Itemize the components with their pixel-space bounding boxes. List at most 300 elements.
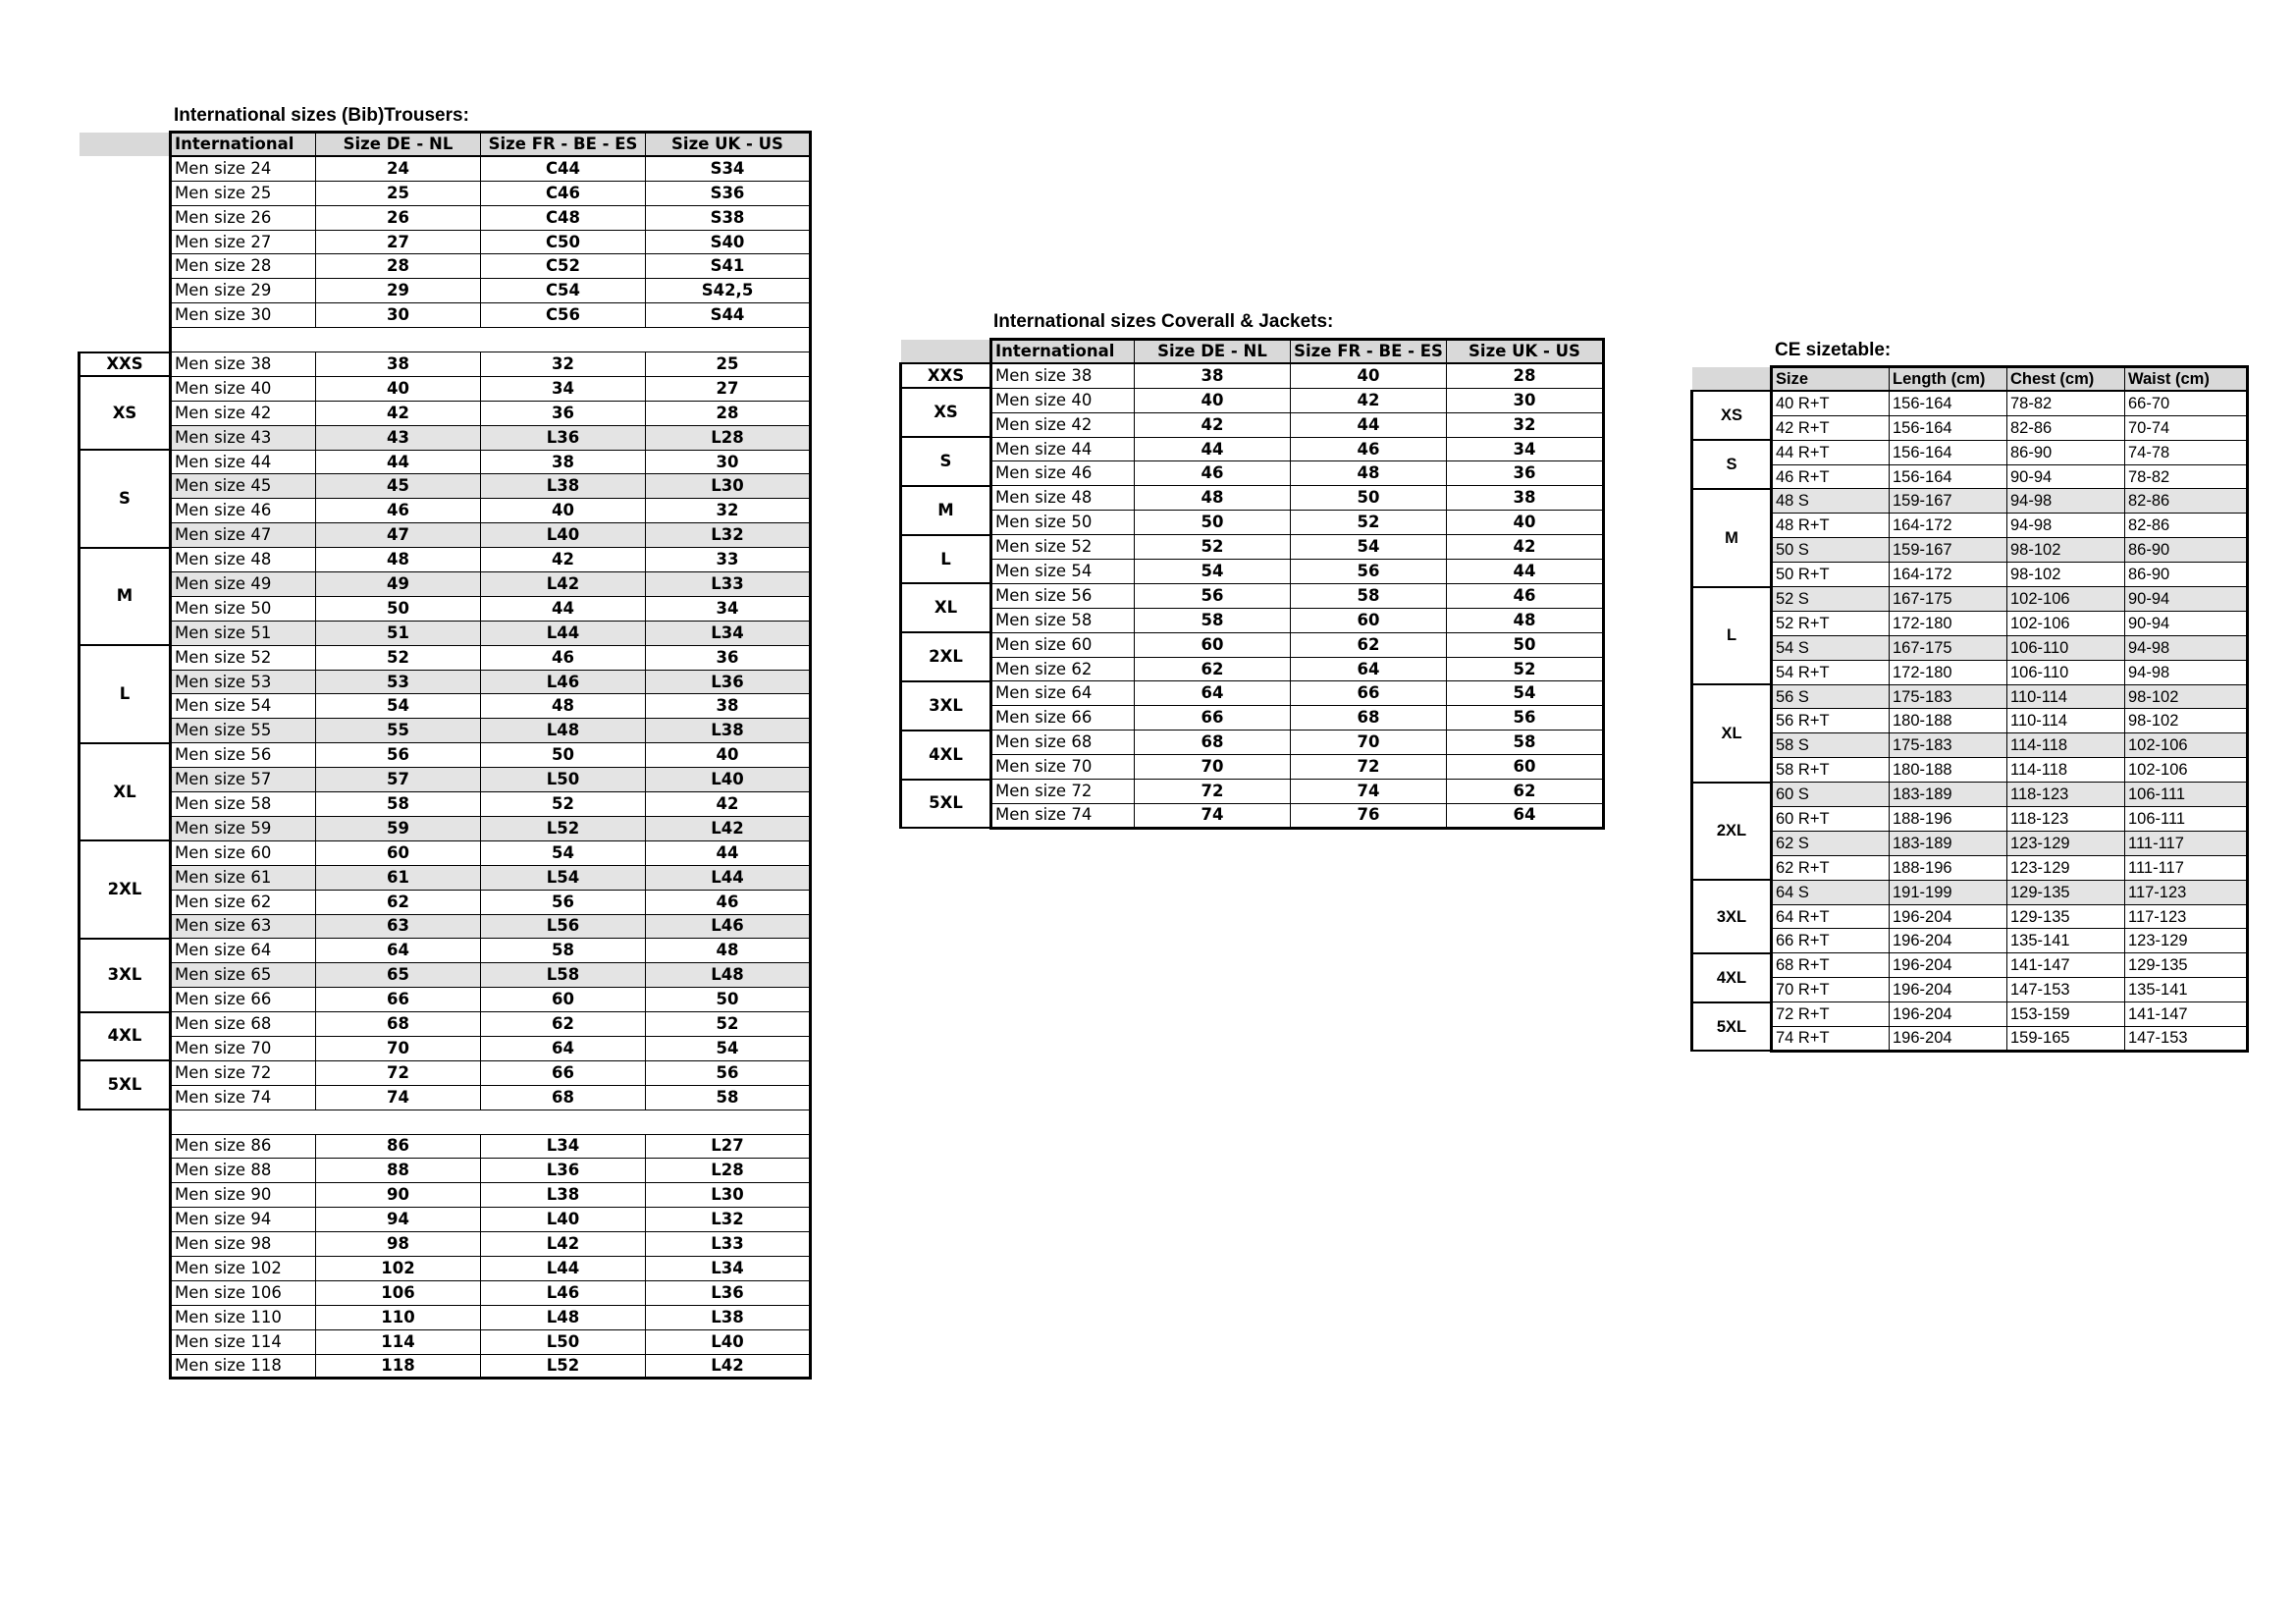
table-cell: 52 <box>1291 511 1447 535</box>
table-cell: 102 <box>316 1256 481 1280</box>
table-cell: 110-114 <box>2007 709 2125 733</box>
group-spacer <box>80 1208 171 1232</box>
table-row <box>80 988 811 1012</box>
table-cell: Men size 60 <box>991 632 1135 657</box>
table-cell: S44 <box>646 303 811 328</box>
table-row <box>80 1232 811 1257</box>
table-cell: Men size 30 <box>171 303 316 328</box>
table-cell: Men size 56 <box>171 743 316 768</box>
table-cell: Men size 44 <box>171 450 316 474</box>
table-cell: Men size 46 <box>991 461 1135 486</box>
table-cell: 191-199 <box>1890 880 2007 904</box>
group-spacer <box>80 205 171 230</box>
table-cell: 172-180 <box>1890 611 2007 635</box>
table-cell: L46 <box>481 1280 646 1305</box>
table-cell: Men size 38 <box>171 352 316 377</box>
table-row <box>80 670 811 694</box>
table-cell: Men size 29 <box>171 279 316 303</box>
table-row <box>80 694 811 719</box>
table-cell: 30 <box>1447 388 1604 412</box>
table-cell: 56 S <box>1772 684 1890 709</box>
table-row <box>901 388 1604 412</box>
table-cell: 56 R+T <box>1772 709 1890 733</box>
table-cell: C56 <box>481 303 646 328</box>
table-cell: Men size 74 <box>171 1085 316 1110</box>
coverall-title: International sizes Coverall & Jackets: <box>993 311 1334 332</box>
table-cell: 42 <box>1447 535 1604 560</box>
table-cell: 54 R+T <box>1772 660 1890 684</box>
table-cell: 66 <box>481 1060 646 1085</box>
table-cell: 56 <box>1447 706 1604 731</box>
table-cell: 74 <box>1135 803 1291 828</box>
table-cell: 52 S <box>1772 587 1890 612</box>
table-cell: 62 <box>1135 657 1291 681</box>
table-cell: 54 <box>1135 560 1291 584</box>
table-cell: L52 <box>481 1354 646 1379</box>
table-cell: 78-82 <box>2125 464 2248 489</box>
size-group-label: S <box>80 450 171 548</box>
table-row <box>1692 563 2248 587</box>
size-group-label: XS <box>901 388 991 437</box>
table-cell: 50 S <box>1772 538 1890 563</box>
table-cell: 70 <box>1135 755 1291 780</box>
table-cell: L28 <box>646 425 811 450</box>
table-cell: S42,5 <box>646 279 811 303</box>
table-cell: 72 <box>1135 780 1291 804</box>
table-cell: 58 <box>481 939 646 963</box>
table-row <box>1692 904 2248 929</box>
table-cell: L34 <box>646 1256 811 1280</box>
table-cell: 48 <box>1291 461 1447 486</box>
table-row <box>1692 1027 2248 1052</box>
table-row <box>1692 464 2248 489</box>
table-cell: 56 <box>481 890 646 914</box>
table-cell: 114 <box>316 1329 481 1354</box>
table-cell: 44 <box>1291 412 1447 437</box>
table-cell: 40 <box>646 743 811 768</box>
table-row <box>80 499 811 523</box>
table-cell: 50 <box>1447 632 1604 657</box>
table-cell: 43 <box>316 425 481 450</box>
table-cell: 34 <box>646 596 811 621</box>
table-cell: 24 <box>316 156 481 181</box>
table-row <box>80 840 811 865</box>
table-row <box>80 474 811 499</box>
table-cell: Men size 62 <box>991 657 1135 681</box>
table-row <box>80 1012 811 1037</box>
size-group-label: XL <box>1692 684 1772 783</box>
table-cell: C48 <box>481 205 646 230</box>
table-cell: S36 <box>646 181 811 205</box>
table-cell: 27 <box>316 230 481 254</box>
header-cell: Waist (cm) <box>2125 367 2248 392</box>
group-spacer <box>80 254 171 279</box>
ce-title: CE sizetable: <box>1775 340 1892 360</box>
table-cell: 68 <box>316 1012 481 1037</box>
table-cell: 40 <box>1135 388 1291 412</box>
size-group-label: 3XL <box>901 681 991 731</box>
table-cell: Men size 94 <box>171 1208 316 1232</box>
table-cell: Men size 26 <box>171 205 316 230</box>
table-cell: Men size 38 <box>991 363 1135 388</box>
table-cell: 66-70 <box>2125 391 2248 415</box>
group-spacer <box>80 1280 171 1305</box>
table-row <box>80 621 811 645</box>
table-row <box>80 181 811 205</box>
table-row <box>80 1256 811 1280</box>
table-cell: 64 <box>1135 681 1291 706</box>
table-cell: 38 <box>1135 363 1291 388</box>
table-cell: L48 <box>481 719 646 743</box>
blank-row <box>80 1110 811 1134</box>
table-row <box>901 583 1604 608</box>
table-cell: Men size 54 <box>991 560 1135 584</box>
size-group-label: M <box>1692 489 1772 587</box>
table-cell: 61 <box>316 865 481 890</box>
table-cell: Men size 70 <box>171 1036 316 1060</box>
table-cell: Men size 72 <box>171 1060 316 1085</box>
table-cell: 98-102 <box>2125 684 2248 709</box>
table-cell: Men size 44 <box>991 437 1135 461</box>
header-cell: Length (cm) <box>1890 367 2007 392</box>
table-row <box>1692 635 2248 660</box>
table-cell: 46 <box>1135 461 1291 486</box>
table-cell: 123-129 <box>2125 929 2248 953</box>
table-cell: 57 <box>316 768 481 792</box>
table-row <box>80 205 811 230</box>
table-cell: 44 R+T <box>1772 440 1890 464</box>
table-cell: Men size 74 <box>991 803 1135 828</box>
table-row <box>80 425 811 450</box>
table-row <box>80 596 811 621</box>
table-cell: 68 <box>1291 706 1447 731</box>
table-cell: Men size 65 <box>171 963 316 988</box>
table-cell: 40 <box>481 499 646 523</box>
table-cell: 58 S <box>1772 733 1890 758</box>
table-cell: 27 <box>646 376 811 401</box>
table-cell: 50 <box>481 743 646 768</box>
table-cell: Men size 68 <box>991 731 1135 755</box>
table-cell: 66 <box>316 988 481 1012</box>
size-group-label: 4XL <box>901 731 991 780</box>
group-spacer <box>80 181 171 205</box>
coverall-size-table <box>899 338 1605 830</box>
table-row <box>1692 709 2248 733</box>
table-cell: 74 R+T <box>1772 1027 1890 1052</box>
table-row <box>901 461 1604 486</box>
table-cell: 102-106 <box>2007 611 2125 635</box>
size-group-label: L <box>901 535 991 584</box>
table-cell: L36 <box>481 1159 646 1183</box>
table-cell: L56 <box>481 914 646 939</box>
table-cell: 46 <box>646 890 811 914</box>
table-row <box>901 437 1604 461</box>
table-row <box>1692 684 2248 709</box>
table-cell: Men size 102 <box>171 1256 316 1280</box>
table-row <box>80 1085 811 1110</box>
table-cell: 58 <box>316 792 481 817</box>
header-cell: Size FR - BE - ES <box>481 133 646 157</box>
table-cell: 102-106 <box>2007 587 2125 612</box>
table-cell: L44 <box>481 621 646 645</box>
table-cell: 54 <box>316 694 481 719</box>
blank-cell <box>481 1110 646 1134</box>
table-cell: 114-118 <box>2007 733 2125 758</box>
trousers-title: International sizes (Bib)Trousers: <box>174 105 469 126</box>
table-cell: Men size 49 <box>171 572 316 597</box>
table-cell: 164-172 <box>1890 514 2007 538</box>
table-row <box>80 279 811 303</box>
table-cell: 196-204 <box>1890 953 2007 978</box>
table-cell: 34 <box>1447 437 1604 461</box>
table-row <box>1692 783 2248 807</box>
table-cell: 183-189 <box>1890 831 2007 855</box>
table-row <box>80 156 811 181</box>
table-cell: Men size 114 <box>171 1329 316 1354</box>
table-cell: L33 <box>646 1232 811 1257</box>
table-cell: 58 <box>1447 731 1604 755</box>
group-spacer <box>80 1110 171 1134</box>
table-cell: L42 <box>481 572 646 597</box>
table-cell: 62 <box>481 1012 646 1037</box>
table-cell: 64 <box>316 939 481 963</box>
table-cell: 28 <box>1447 363 1604 388</box>
table-cell: 110 <box>316 1305 481 1329</box>
table-cell: 48 S <box>1772 489 1890 514</box>
table-cell: 129-135 <box>2007 880 2125 904</box>
table-cell: 180-188 <box>1890 709 2007 733</box>
table-cell: 123-129 <box>2007 855 2125 880</box>
table-row <box>901 657 1604 681</box>
table-cell: 90-94 <box>2125 587 2248 612</box>
table-cell: 38 <box>316 352 481 377</box>
table-cell: 68 <box>481 1085 646 1110</box>
table-row <box>1692 855 2248 880</box>
table-cell: 50 <box>316 596 481 621</box>
table-row <box>901 632 1604 657</box>
table-cell: 94 <box>316 1208 481 1232</box>
table-cell: 48 <box>646 939 811 963</box>
table-cell: 63 <box>316 914 481 939</box>
table-cell: 58 <box>646 1085 811 1110</box>
table-cell: 26 <box>316 205 481 230</box>
size-group-label: XS <box>80 376 171 450</box>
table-cell: 65 <box>316 963 481 988</box>
table-cell: Men size 52 <box>991 535 1135 560</box>
table-row <box>80 768 811 792</box>
blank-cell <box>316 1110 481 1134</box>
table-cell: 32 <box>646 499 811 523</box>
table-cell: 49 <box>316 572 481 597</box>
table-cell: L34 <box>646 621 811 645</box>
table-cell: 129-135 <box>2007 904 2125 929</box>
table-cell: 94-98 <box>2007 514 2125 538</box>
table-cell: 147-153 <box>2125 1027 2248 1052</box>
table-cell: 196-204 <box>1890 978 2007 1002</box>
table-cell: 64 R+T <box>1772 904 1890 929</box>
table-cell: 55 <box>316 719 481 743</box>
size-group-label: 5XL <box>1692 1002 1772 1052</box>
size-group-label: 4XL <box>1692 953 1772 1002</box>
table-cell: L36 <box>481 425 646 450</box>
table-cell: 188-196 <box>1890 855 2007 880</box>
table-cell: L44 <box>481 1256 646 1280</box>
table-cell: 38 <box>481 450 646 474</box>
table-cell: 106 <box>316 1280 481 1305</box>
table-cell: S41 <box>646 254 811 279</box>
table-cell: 141-147 <box>2007 953 2125 978</box>
table-cell: 54 <box>646 1036 811 1060</box>
table-row <box>80 1305 811 1329</box>
table-row <box>80 1060 811 1085</box>
table-cell: 70-74 <box>2125 415 2248 440</box>
table-cell: 159-167 <box>1890 489 2007 514</box>
table-header-row <box>80 133 811 157</box>
table-cell: 46 <box>481 645 646 670</box>
table-cell: L48 <box>646 963 811 988</box>
table-cell: L42 <box>481 1232 646 1257</box>
table-cell: 78-82 <box>2007 391 2125 415</box>
table-cell: 46 R+T <box>1772 464 1890 489</box>
blank-cell <box>316 328 481 352</box>
table-row <box>901 780 1604 804</box>
table-row <box>901 803 1604 828</box>
table-row <box>1692 611 2248 635</box>
table-cell: Men size 110 <box>171 1305 316 1329</box>
table-header-row <box>901 340 1604 364</box>
table-cell: Men size 42 <box>171 401 316 425</box>
table-row <box>80 230 811 254</box>
table-cell: L40 <box>646 1329 811 1354</box>
table-row <box>80 450 811 474</box>
table-cell: 90-94 <box>2125 611 2248 635</box>
table-cell: 98-102 <box>2007 563 2125 587</box>
table-cell: 60 <box>1135 632 1291 657</box>
table-cell: 68 R+T <box>1772 953 1890 978</box>
header-cell: Size DE - NL <box>316 133 481 157</box>
table-cell: Men size 62 <box>171 890 316 914</box>
table-row <box>80 352 811 377</box>
table-cell: L28 <box>646 1159 811 1183</box>
size-group-label: S <box>1692 440 1772 489</box>
table-cell: L38 <box>646 719 811 743</box>
table-cell: 62 R+T <box>1772 855 1890 880</box>
table-cell: 123-129 <box>2007 831 2125 855</box>
table-cell: Men size 52 <box>171 645 316 670</box>
table-cell: 172-180 <box>1890 660 2007 684</box>
table-cell: 30 <box>646 450 811 474</box>
table-cell: 40 R+T <box>1772 391 1890 415</box>
blank-cell <box>481 328 646 352</box>
table-row <box>80 1329 811 1354</box>
table-cell: C44 <box>481 156 646 181</box>
table-row <box>1692 660 2248 684</box>
table-cell: 42 <box>1291 388 1447 412</box>
table-cell: 50 <box>1291 486 1447 511</box>
table-cell: 48 <box>316 548 481 572</box>
table-row <box>80 1036 811 1060</box>
table-row <box>80 963 811 988</box>
table-cell: 53 <box>316 670 481 694</box>
table-cell: 42 <box>646 792 811 817</box>
table-row <box>80 1208 811 1232</box>
table-row <box>80 303 811 328</box>
table-cell: 60 <box>316 840 481 865</box>
blank-cell <box>646 328 811 352</box>
table-row <box>1692 953 2248 978</box>
table-cell: 72 <box>316 1060 481 1085</box>
table-cell: 118-123 <box>2007 807 2125 832</box>
table-cell: 48 <box>1135 486 1291 511</box>
table-cell: 62 <box>316 890 481 914</box>
table-cell: L38 <box>646 1305 811 1329</box>
size-group-label: XL <box>901 583 991 632</box>
table-cell: 44 <box>1447 560 1604 584</box>
table-cell: Men size 40 <box>991 388 1135 412</box>
table-cell: 86-90 <box>2125 563 2248 587</box>
table-cell: 88 <box>316 1159 481 1183</box>
size-group-label: 2XL <box>901 632 991 681</box>
table-cell: Men size 61 <box>171 865 316 890</box>
table-row <box>80 743 811 768</box>
table-cell: 42 <box>1135 412 1291 437</box>
table-cell: S34 <box>646 156 811 181</box>
table-cell: Men size 86 <box>171 1134 316 1159</box>
table-cell: 159-165 <box>2007 1027 2125 1052</box>
table-cell: L38 <box>481 1183 646 1208</box>
table-cell: 50 <box>646 988 811 1012</box>
size-group-label: 2XL <box>80 840 171 939</box>
table-cell: 50 <box>1135 511 1291 535</box>
group-spacer <box>80 1159 171 1183</box>
table-cell: 196-204 <box>1890 904 2007 929</box>
table-cell: 36 <box>481 401 646 425</box>
table-row <box>901 412 1604 437</box>
table-cell: 94-98 <box>2125 660 2248 684</box>
table-cell: 196-204 <box>1890 1002 2007 1027</box>
table-cell: 60 S <box>1772 783 1890 807</box>
table-cell: 54 <box>481 840 646 865</box>
group-spacer <box>80 1329 171 1354</box>
table-cell: 40 <box>1291 363 1447 388</box>
size-group-label: M <box>901 486 991 535</box>
table-cell: 38 <box>1447 486 1604 511</box>
table-cell: 82-86 <box>2125 489 2248 514</box>
table-cell: L32 <box>646 523 811 548</box>
table-row <box>80 254 811 279</box>
table-cell: 110-114 <box>2007 684 2125 709</box>
table-cell: 29 <box>316 279 481 303</box>
table-cell: 106-111 <box>2125 807 2248 832</box>
group-spacer <box>80 1183 171 1208</box>
table-cell: 60 <box>481 988 646 1012</box>
table-cell: Men size 66 <box>171 988 316 1012</box>
table-cell: Men size 42 <box>991 412 1135 437</box>
table-cell: 40 <box>1447 511 1604 535</box>
table-cell: 94-98 <box>2007 489 2125 514</box>
table-cell: 90-94 <box>2007 464 2125 489</box>
table-cell: L30 <box>646 474 811 499</box>
header-cell: Size FR - BE - ES <box>1291 340 1447 364</box>
table-cell: Men size 55 <box>171 719 316 743</box>
table-row <box>901 486 1604 511</box>
table-cell: Men size 70 <box>991 755 1135 780</box>
table-cell: 60 <box>1291 608 1447 632</box>
table-cell: 164-172 <box>1890 563 2007 587</box>
table-cell: 52 <box>1135 535 1291 560</box>
table-cell: 52 <box>481 792 646 817</box>
table-cell: L46 <box>481 670 646 694</box>
